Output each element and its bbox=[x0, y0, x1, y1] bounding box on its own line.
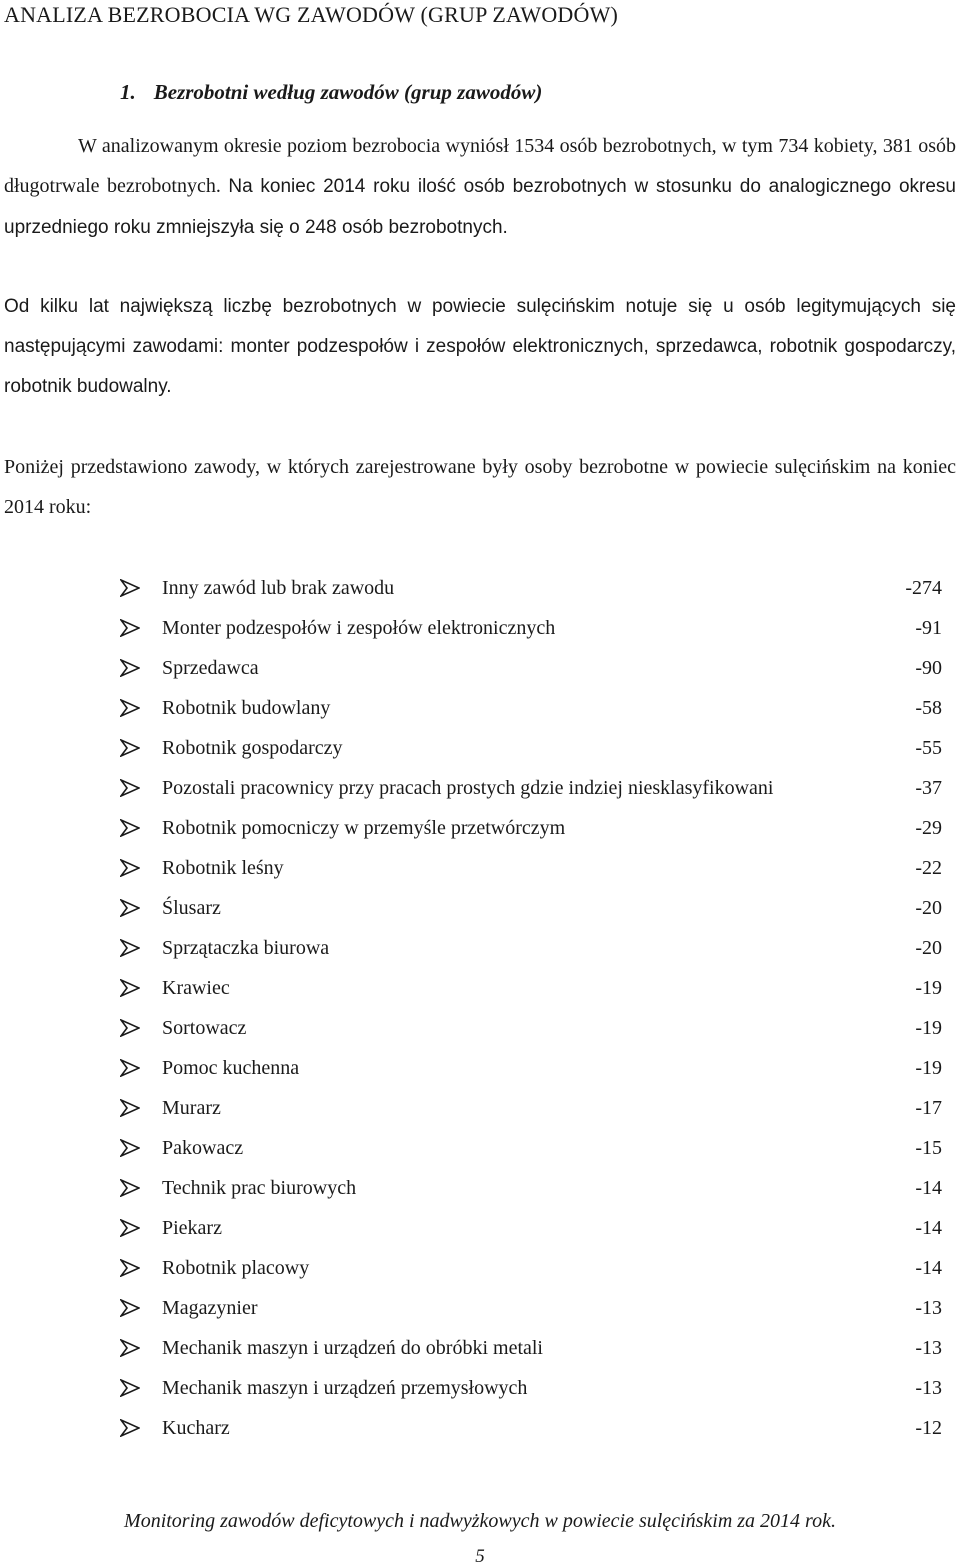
page-number: 5 bbox=[475, 1546, 485, 1567]
arrowhead-bullet-icon bbox=[120, 1379, 140, 1397]
arrowhead-bullet-icon bbox=[120, 939, 140, 957]
occupation-item bbox=[120, 648, 942, 688]
arrowhead-bullet-icon bbox=[120, 1219, 140, 1237]
occupation-item bbox=[120, 1008, 942, 1048]
occupation-name: Magazynier bbox=[162, 1297, 258, 1319]
arrowhead-bullet-icon bbox=[120, 1259, 140, 1277]
intro-paragraph bbox=[4, 126, 956, 248]
occupation-value: -91 bbox=[915, 617, 942, 639]
occupation-name: Pakowacz bbox=[162, 1137, 244, 1159]
occupation-list bbox=[120, 568, 942, 1448]
occupation-value: -13 bbox=[915, 1377, 942, 1399]
occupation-value: -37 bbox=[915, 777, 942, 799]
arrowhead-bullet-icon bbox=[120, 1099, 140, 1117]
arrowhead-bullet-icon bbox=[120, 1339, 140, 1357]
occupation-name: Pomoc kuchenna bbox=[162, 1057, 300, 1079]
occupation-name: Piekarz bbox=[162, 1217, 222, 1239]
occupation-item bbox=[120, 968, 942, 1008]
occupation-name: Kucharz bbox=[162, 1417, 230, 1439]
occupation-value: -20 bbox=[915, 897, 942, 919]
occupation-item bbox=[120, 1048, 942, 1088]
list-intro-paragraph: Poniżej przedstawiono zawody, w których zarejestrowane były osoby bezrobotne w powiecie sulęcińskim na koniec 2014 roku: bbox=[4, 456, 956, 518]
document-title: ANALIZA BEZROBOCIA WG ZAWODÓW (GRUP ZAWODÓW) bbox=[4, 2, 619, 27]
arrowhead-bullet-icon bbox=[120, 579, 140, 597]
occupation-value: -19 bbox=[915, 977, 942, 999]
occupation-value: -13 bbox=[915, 1337, 942, 1359]
top-occupations-paragraph: Od kilku lat największą liczbę bezrobotnych w powiecie sulęcińskim notuje się u osób legitymujących się następującymi zawodami: monter podzespołów i zespołów elektronicznych, sprzedawca, robotnik gospodarczy, robotnik budowalny. bbox=[4, 296, 956, 397]
arrowhead-bullet-icon bbox=[120, 819, 140, 837]
occupation-name: Robotnik pomocniczy w przemyśle przetwórczym bbox=[162, 817, 566, 839]
occupation-value: -274 bbox=[905, 577, 942, 599]
intro-text-a: W analizowanym okresie poziom bezrobocia wyniósł 1534 osób bezrobotnych, w tym 734 kobiety, 381 osób długotrwale bezrobotnych. bbox=[4, 135, 956, 197]
occupation-name: Sprzątaczka biurowa bbox=[162, 937, 330, 959]
occupation-item bbox=[120, 928, 942, 968]
occupation-value: -22 bbox=[915, 857, 942, 879]
occupation-name: Robotnik gospodarczy bbox=[162, 737, 343, 759]
occupation-item bbox=[120, 688, 942, 728]
occupation-value: -13 bbox=[915, 1297, 942, 1319]
arrowhead-bullet-icon bbox=[120, 699, 140, 717]
occupation-name: Sprzedawca bbox=[162, 657, 259, 679]
occupation-value: -14 bbox=[915, 1257, 942, 1279]
occupation-value: -58 bbox=[915, 697, 942, 719]
occupation-value: -17 bbox=[915, 1097, 942, 1119]
occupation-name: Pozostali pracownicy przy pracach prostych gdzie indziej niesklasyfikowani bbox=[162, 777, 774, 799]
occupation-value: -12 bbox=[915, 1417, 942, 1439]
occupation-value: -15 bbox=[915, 1137, 942, 1159]
occupation-name: Mechanik maszyn i urządzeń do obróbki metali bbox=[162, 1337, 543, 1359]
occupation-item bbox=[120, 888, 942, 928]
occupation-item bbox=[120, 1248, 942, 1288]
section-title: Bezrobotni według zawodów (grup zawodów) bbox=[153, 80, 543, 104]
occupation-value: -29 bbox=[915, 817, 942, 839]
occupation-name: Ślusarz bbox=[162, 897, 221, 919]
section-number: 1. bbox=[120, 80, 136, 104]
occupation-name: Murarz bbox=[162, 1097, 221, 1119]
occupation-item bbox=[120, 1408, 942, 1448]
arrowhead-bullet-icon bbox=[120, 859, 140, 877]
arrowhead-bullet-icon bbox=[120, 739, 140, 757]
occupation-name: Monter podzespołów i zespołów elektronicznych bbox=[162, 617, 556, 639]
arrowhead-bullet-icon bbox=[120, 1059, 140, 1077]
occupation-name: Robotnik budowlany bbox=[162, 697, 331, 719]
arrowhead-bullet-icon bbox=[120, 1419, 140, 1437]
arrowhead-bullet-icon bbox=[120, 1139, 140, 1157]
occupation-item bbox=[120, 848, 942, 888]
occupation-item bbox=[120, 1368, 942, 1408]
occupation-name: Robotnik placowy bbox=[162, 1257, 310, 1279]
intro-text-b: Na koniec 2014 roku ilość osób bezrobotnych w stosunku do analogicznego okresu uprzedniego roku zmniejszyła się o 248 osób bezrobotnych. bbox=[4, 176, 957, 238]
occupation-item bbox=[120, 1128, 942, 1168]
occupation-item bbox=[120, 1328, 942, 1368]
arrowhead-bullet-icon bbox=[120, 1299, 140, 1317]
footer-text: Monitoring zawodów deficytowych i nadwyżkowych w powiecie sulęcińskim za 2014 rok. bbox=[124, 1510, 836, 1532]
occupation-item bbox=[120, 1168, 942, 1208]
occupation-name: Robotnik leśny bbox=[162, 857, 284, 879]
arrowhead-bullet-icon bbox=[120, 1019, 140, 1037]
occupation-item bbox=[120, 808, 942, 848]
section-heading bbox=[120, 80, 542, 105]
occupation-name: Mechanik maszyn i urządzeń przemysłowych bbox=[162, 1377, 528, 1399]
occupation-value: -14 bbox=[915, 1217, 942, 1239]
occupation-item bbox=[120, 728, 942, 768]
occupation-value: -55 bbox=[915, 737, 942, 759]
occupation-name: Inny zawód lub brak zawodu bbox=[162, 577, 395, 599]
occupation-item bbox=[120, 1088, 942, 1128]
occupation-name: Sortowacz bbox=[162, 1017, 247, 1039]
occupation-name: Technik prac biurowych bbox=[162, 1177, 357, 1199]
occupation-name: Krawiec bbox=[162, 977, 230, 999]
occupation-item bbox=[120, 768, 942, 808]
arrowhead-bullet-icon bbox=[120, 619, 140, 637]
occupation-item bbox=[120, 568, 942, 608]
occupation-item bbox=[120, 1208, 942, 1248]
arrowhead-bullet-icon bbox=[120, 779, 140, 797]
occupation-value: -20 bbox=[915, 937, 942, 959]
occupation-value: -90 bbox=[915, 657, 942, 679]
arrowhead-bullet-icon bbox=[120, 899, 140, 917]
occupation-item bbox=[120, 608, 942, 648]
occupation-value: -19 bbox=[915, 1057, 942, 1079]
occupation-value: -14 bbox=[915, 1177, 942, 1199]
arrowhead-bullet-icon bbox=[120, 979, 140, 997]
occupation-item bbox=[120, 1288, 942, 1328]
arrowhead-bullet-icon bbox=[120, 659, 140, 677]
occupation-value: -19 bbox=[915, 1017, 942, 1039]
arrowhead-bullet-icon bbox=[120, 1179, 140, 1197]
